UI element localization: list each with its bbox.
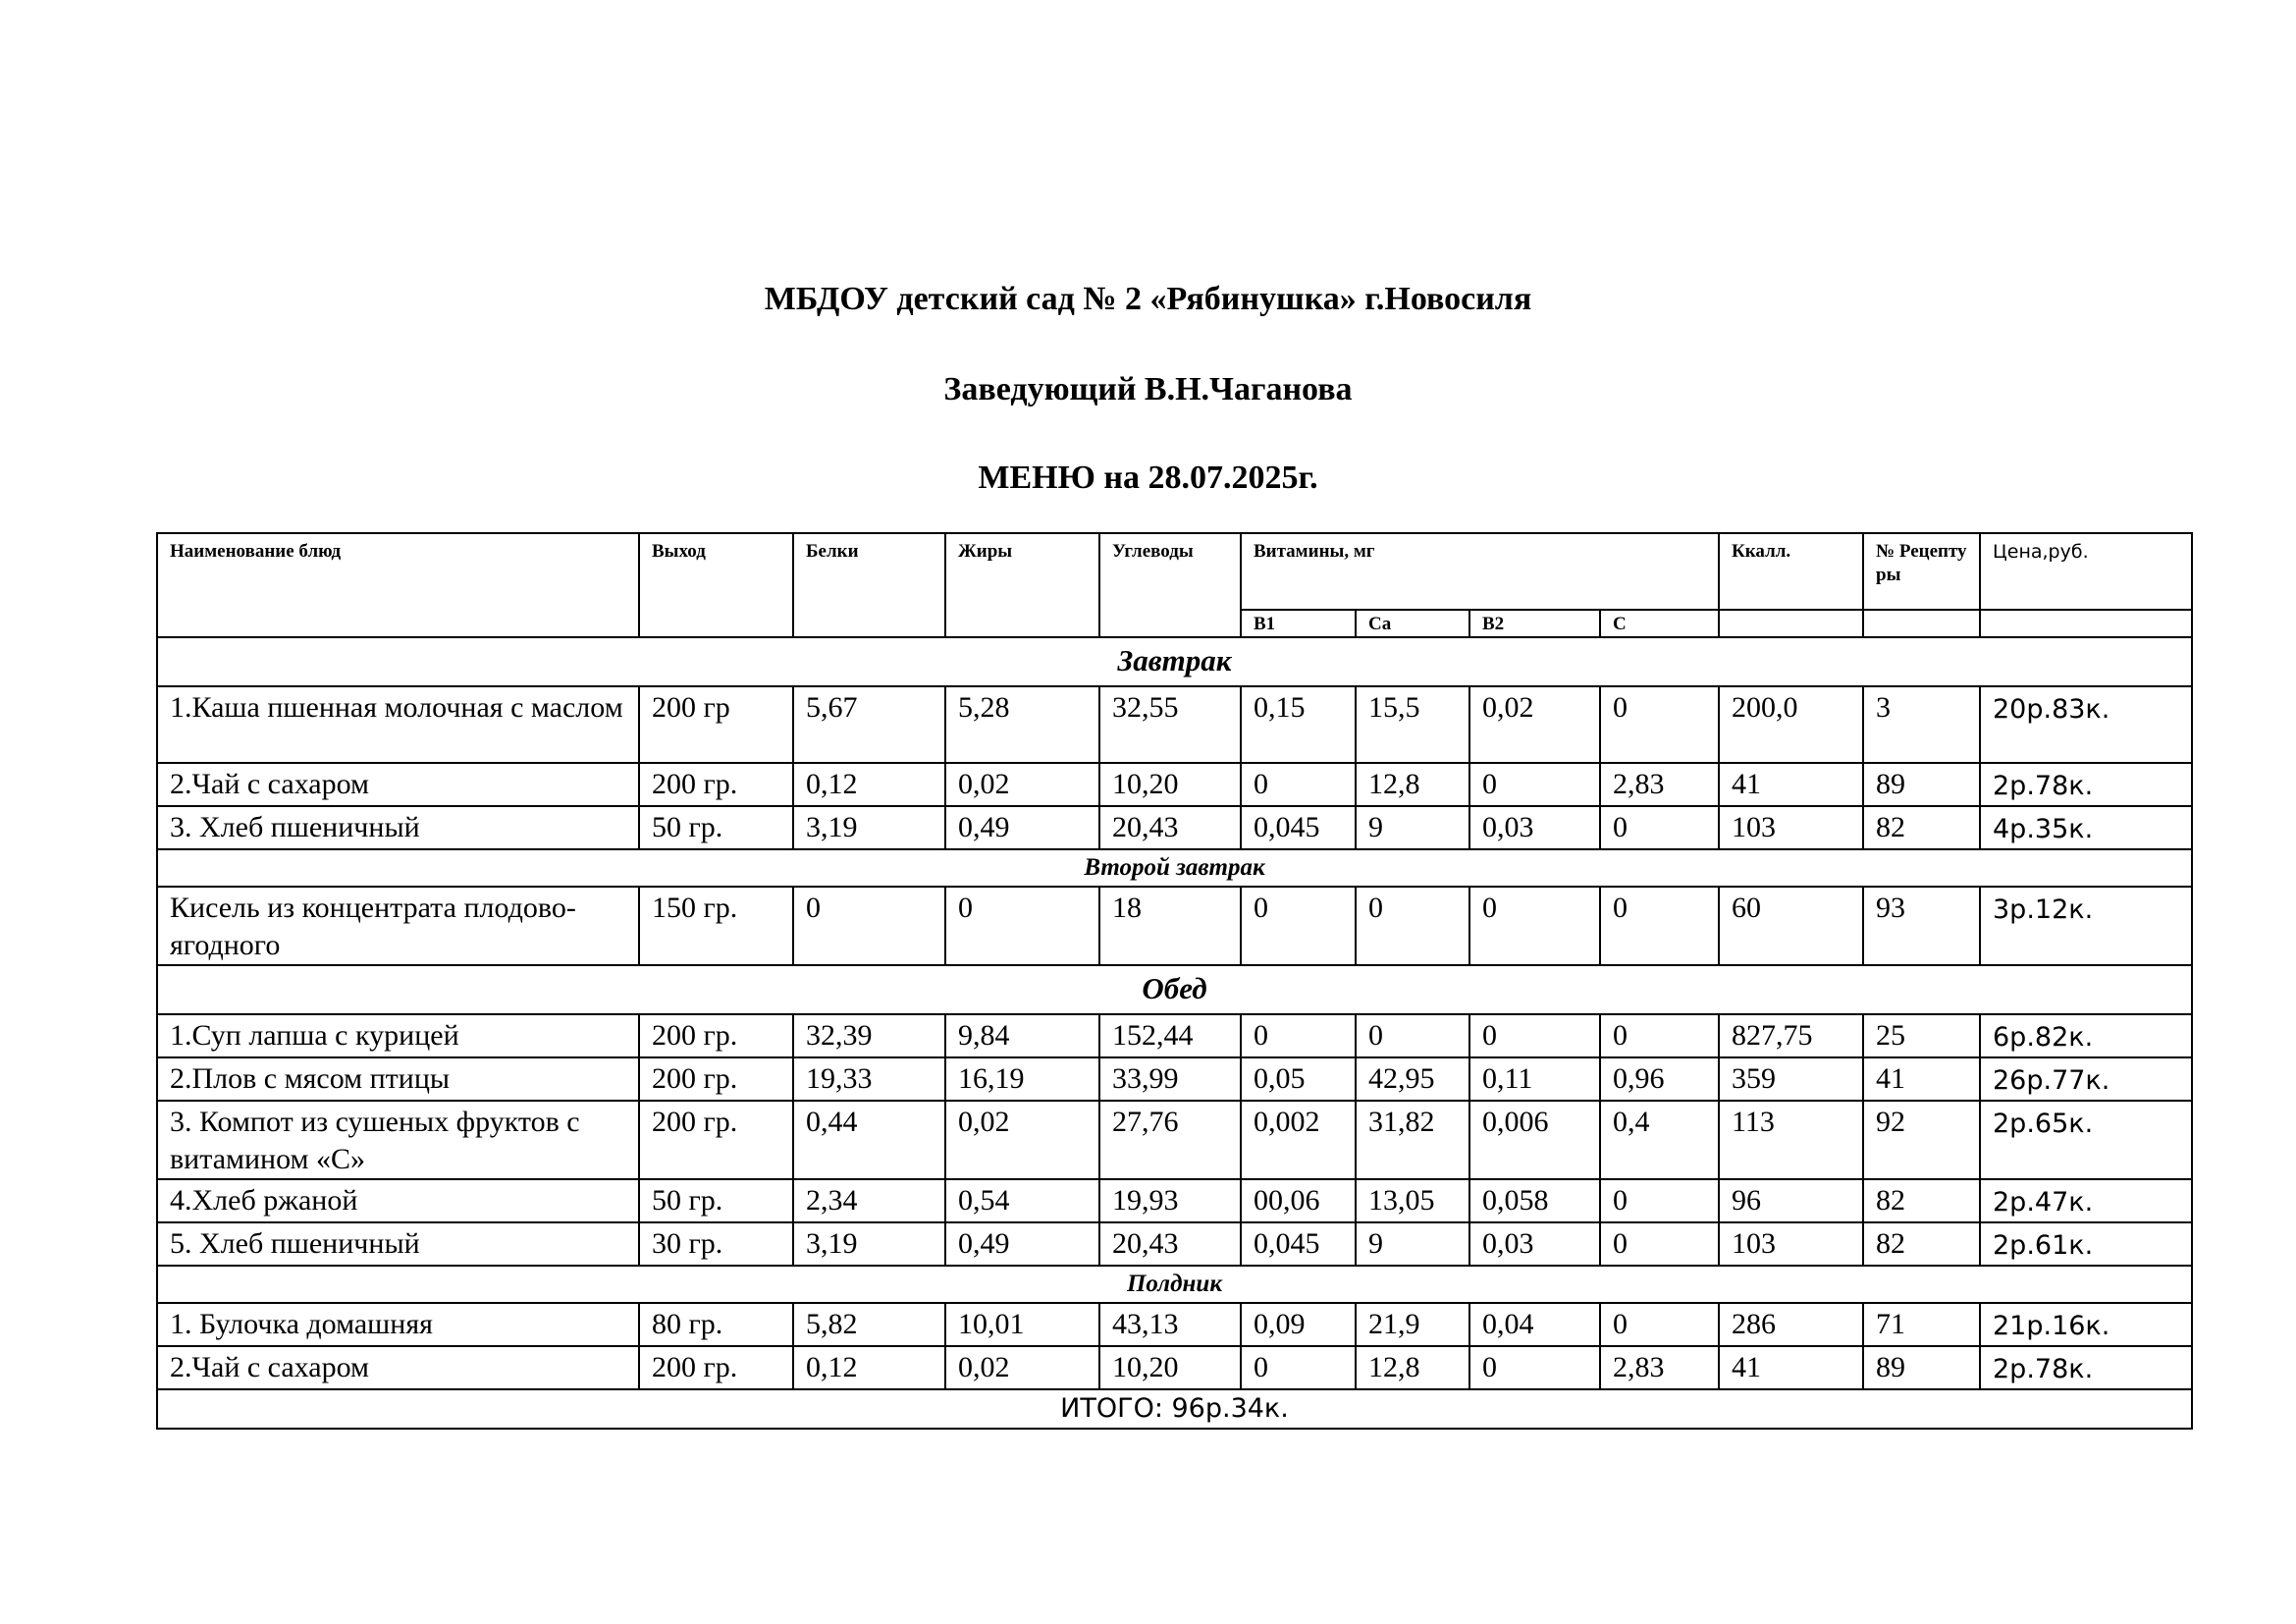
dish-name: 5. Хлеб пшеничный xyxy=(157,1222,639,1266)
section-title: Обед xyxy=(157,965,2192,1014)
total-value: ИТОГО: 96р.34к. xyxy=(157,1389,2192,1429)
dish-row xyxy=(157,806,2192,849)
dish-b2: 0 xyxy=(1469,763,1600,806)
dish-b2: 0 xyxy=(1469,1346,1600,1389)
dish-carbs: 10,20 xyxy=(1099,1346,1241,1389)
dish-ca: 13,05 xyxy=(1356,1179,1469,1222)
dish-kcal: 827,75 xyxy=(1719,1014,1863,1057)
dish-b1: 0 xyxy=(1241,887,1356,965)
dish-fat: 0,49 xyxy=(945,806,1099,849)
dish-b1: 0,05 xyxy=(1241,1057,1356,1101)
dish-output: 50 гр. xyxy=(639,806,793,849)
dish-name: Кисель из концентрата плодово-ягодного xyxy=(157,887,639,965)
dish-output: 150 гр. xyxy=(639,887,793,965)
dish-b2: 0,03 xyxy=(1469,1222,1600,1266)
dish-b1: 0,09 xyxy=(1241,1303,1356,1346)
dish-output: 50 гр. xyxy=(639,1179,793,1222)
dish-kcal: 60 xyxy=(1719,887,1863,965)
dish-fat: 0,02 xyxy=(945,1346,1099,1389)
dish-protein: 2,34 xyxy=(793,1179,945,1222)
dish-output: 200 гр. xyxy=(639,1057,793,1101)
dish-c: 0,96 xyxy=(1600,1057,1719,1101)
dish-fat: 0,49 xyxy=(945,1222,1099,1266)
dish-price: 2р.78к. xyxy=(1980,763,2192,806)
dish-kcal: 286 xyxy=(1719,1303,1863,1346)
dish-fat: 0,02 xyxy=(945,763,1099,806)
dish-protein: 3,19 xyxy=(793,1222,945,1266)
dish-name: 2.Чай с сахаром xyxy=(157,763,639,806)
dish-kcal: 113 xyxy=(1719,1101,1863,1179)
dish-price: 2р.65к. xyxy=(1980,1101,2192,1179)
dish-ca: 21,9 xyxy=(1356,1303,1469,1346)
dish-c: 2,83 xyxy=(1600,763,1719,806)
org-title: МБДОУ детский сад № 2 «Рябинушка» г.Новосиля xyxy=(764,281,1532,317)
dish-carbs: 152,44 xyxy=(1099,1014,1241,1057)
col-kcal-header: Ккалл. xyxy=(1719,533,1863,610)
col-output-header: Выход xyxy=(639,533,793,637)
dish-row xyxy=(157,1101,2192,1179)
dish-price: 4р.35к. xyxy=(1980,806,2192,849)
dish-ca: 31,82 xyxy=(1356,1101,1469,1179)
dish-name: 2.Плов с мясом птицы xyxy=(157,1057,639,1101)
dish-recipe: 89 xyxy=(1863,1346,1980,1389)
dish-output: 200 гр. xyxy=(639,1014,793,1057)
dish-kcal: 359 xyxy=(1719,1057,1863,1101)
dish-b2: 0,11 xyxy=(1469,1057,1600,1101)
dish-name: 4.Хлеб ржаной xyxy=(157,1179,639,1222)
col-fat-header: Жиры xyxy=(945,533,1099,637)
head-person: Заведующий В.Н.Чаганова xyxy=(943,371,1353,407)
section-row xyxy=(157,849,2192,887)
dish-b2: 0,02 xyxy=(1469,686,1600,763)
dish-carbs: 27,76 xyxy=(1099,1101,1241,1179)
dish-recipe: 92 xyxy=(1863,1101,1980,1179)
dish-row xyxy=(157,1222,2192,1266)
dish-output: 200 гр xyxy=(639,686,793,763)
dish-kcal: 103 xyxy=(1719,806,1863,849)
dish-b1: 00,06 xyxy=(1241,1179,1356,1222)
dish-c: 0 xyxy=(1600,887,1719,965)
dish-protein: 5,67 xyxy=(793,686,945,763)
dish-protein: 5,82 xyxy=(793,1303,945,1346)
col-protein-header: Белки xyxy=(793,533,945,637)
dish-b2: 0,006 xyxy=(1469,1101,1600,1179)
dish-recipe: 82 xyxy=(1863,1222,1980,1266)
dish-c: 0 xyxy=(1600,1303,1719,1346)
dish-carbs: 18 xyxy=(1099,887,1241,965)
dish-recipe: 82 xyxy=(1863,1179,1980,1222)
dish-fat: 10,01 xyxy=(945,1303,1099,1346)
dish-protein: 0,44 xyxy=(793,1101,945,1179)
dish-output: 200 гр. xyxy=(639,1101,793,1179)
section-row xyxy=(157,965,2192,1014)
dish-price: 2р.61к. xyxy=(1980,1222,2192,1266)
dish-output: 80 гр. xyxy=(639,1303,793,1346)
dish-price: 2р.78к. xyxy=(1980,1346,2192,1389)
total-row xyxy=(157,1389,2192,1429)
section-title: Завтрак xyxy=(157,637,2192,686)
dish-ca: 12,8 xyxy=(1356,1346,1469,1389)
dish-name: 3. Хлеб пшеничный xyxy=(157,806,639,849)
dish-output: 200 гр. xyxy=(639,1346,793,1389)
dish-carbs: 20,43 xyxy=(1099,806,1241,849)
dish-ca: 12,8 xyxy=(1356,763,1469,806)
dish-ca: 9 xyxy=(1356,1222,1469,1266)
dish-b1: 0,045 xyxy=(1241,1222,1356,1266)
col-b1-header: В1 xyxy=(1241,610,1356,637)
dish-b1: 0,002 xyxy=(1241,1101,1356,1179)
dish-b2: 0 xyxy=(1469,1014,1600,1057)
dish-kcal: 96 xyxy=(1719,1179,1863,1222)
dish-b1: 0 xyxy=(1241,763,1356,806)
dish-carbs: 43,13 xyxy=(1099,1303,1241,1346)
dish-recipe: 71 xyxy=(1863,1303,1980,1346)
dish-name: 2.Чай с сахаром xyxy=(157,1346,639,1389)
dish-b1: 0,15 xyxy=(1241,686,1356,763)
dish-carbs: 10,20 xyxy=(1099,763,1241,806)
dish-name: 1.Суп лапша с курицей xyxy=(157,1014,639,1057)
dish-fat: 0,02 xyxy=(945,1101,1099,1179)
dish-recipe: 82 xyxy=(1863,806,1980,849)
col-recipe-header: № Рецепту ры xyxy=(1863,533,1980,610)
dish-name: 3. Компот из сушеных фруктов с витамином «С» xyxy=(157,1101,639,1179)
dish-c: 0,4 xyxy=(1600,1101,1719,1179)
dish-price: 3р.12к. xyxy=(1980,887,2192,965)
dish-carbs: 20,43 xyxy=(1099,1222,1241,1266)
dish-price: 20р.83к. xyxy=(1980,686,2192,763)
dish-ca: 9 xyxy=(1356,806,1469,849)
dish-name: 1. Булочка домашняя xyxy=(157,1303,639,1346)
col-vitamins-header: Витамины, мг xyxy=(1241,533,1719,610)
dish-price: 26р.77к. xyxy=(1980,1057,2192,1101)
dish-fat: 9,84 xyxy=(945,1014,1099,1057)
col-recipe-sub xyxy=(1863,610,1980,637)
dish-kcal: 41 xyxy=(1719,763,1863,806)
section-title: Полдник xyxy=(157,1266,2192,1303)
dish-protein: 19,33 xyxy=(793,1057,945,1101)
dish-ca: 15,5 xyxy=(1356,686,1469,763)
dish-row xyxy=(157,1014,2192,1057)
col-ca-header: Са xyxy=(1356,610,1469,637)
dish-kcal: 103 xyxy=(1719,1222,1863,1266)
dish-c: 0 xyxy=(1600,806,1719,849)
col-price-header: Цена,руб. xyxy=(1980,533,2192,610)
col-c-header: С xyxy=(1600,610,1719,637)
col-kcal-sub xyxy=(1719,610,1863,637)
dish-row xyxy=(157,1303,2192,1346)
dish-recipe: 89 xyxy=(1863,763,1980,806)
dish-fat: 0,54 xyxy=(945,1179,1099,1222)
dish-price: 21р.16к. xyxy=(1980,1303,2192,1346)
dish-protein: 32,39 xyxy=(793,1014,945,1057)
dish-c: 0 xyxy=(1600,1179,1719,1222)
section-row xyxy=(157,1266,2192,1303)
menu-title: МЕНЮ на 28.07.2025г. xyxy=(978,460,1318,496)
dish-recipe: 93 xyxy=(1863,887,1980,965)
dish-recipe: 25 xyxy=(1863,1014,1980,1057)
dish-fat: 16,19 xyxy=(945,1057,1099,1101)
dish-carbs: 33,99 xyxy=(1099,1057,1241,1101)
dish-price: 2р.47к. xyxy=(1980,1179,2192,1222)
dish-protein: 3,19 xyxy=(793,806,945,849)
dish-ca: 0 xyxy=(1356,887,1469,965)
dish-recipe: 41 xyxy=(1863,1057,1980,1101)
dish-carbs: 32,55 xyxy=(1099,686,1241,763)
header-row xyxy=(157,533,2192,610)
dish-row xyxy=(157,763,2192,806)
col-b2-header: В2 xyxy=(1469,610,1600,637)
dish-c: 0 xyxy=(1600,1222,1719,1266)
dish-carbs: 19,93 xyxy=(1099,1179,1241,1222)
dish-b2: 0,03 xyxy=(1469,806,1600,849)
dish-b1: 0 xyxy=(1241,1014,1356,1057)
dish-row xyxy=(157,1346,2192,1389)
dish-recipe: 3 xyxy=(1863,686,1980,763)
dish-ca: 0 xyxy=(1356,1014,1469,1057)
dish-b2: 0,04 xyxy=(1469,1303,1600,1346)
section-row xyxy=(157,637,2192,686)
dish-name: 1.Каша пшенная молочная с маслом xyxy=(157,686,639,763)
dish-c: 0 xyxy=(1600,1014,1719,1057)
menu-table xyxy=(156,532,2193,1430)
dish-c: 2,83 xyxy=(1600,1346,1719,1389)
dish-kcal: 200,0 xyxy=(1719,686,1863,763)
dish-price: 6р.82к. xyxy=(1980,1014,2192,1057)
dish-kcal: 41 xyxy=(1719,1346,1863,1389)
dish-b1: 0,045 xyxy=(1241,806,1356,849)
dish-b1: 0 xyxy=(1241,1346,1356,1389)
dish-row xyxy=(157,1057,2192,1101)
dish-protein: 0 xyxy=(793,887,945,965)
col-name-header: Наименование блюд xyxy=(157,533,639,637)
dish-row xyxy=(157,1179,2192,1222)
dish-fat: 5,28 xyxy=(945,686,1099,763)
dish-c: 0 xyxy=(1600,686,1719,763)
col-price-sub xyxy=(1980,610,2192,637)
dish-output: 30 гр. xyxy=(639,1222,793,1266)
col-carbs-header: Углеводы xyxy=(1099,533,1241,637)
dish-row xyxy=(157,686,2192,763)
dish-b2: 0,058 xyxy=(1469,1179,1600,1222)
dish-b2: 0 xyxy=(1469,887,1600,965)
section-title: Второй завтрак xyxy=(157,849,2192,887)
dish-fat: 0 xyxy=(945,887,1099,965)
dish-row xyxy=(157,887,2192,965)
dish-output: 200 гр. xyxy=(639,763,793,806)
dish-protein: 0,12 xyxy=(793,763,945,806)
dish-protein: 0,12 xyxy=(793,1346,945,1389)
dish-ca: 42,95 xyxy=(1356,1057,1469,1101)
